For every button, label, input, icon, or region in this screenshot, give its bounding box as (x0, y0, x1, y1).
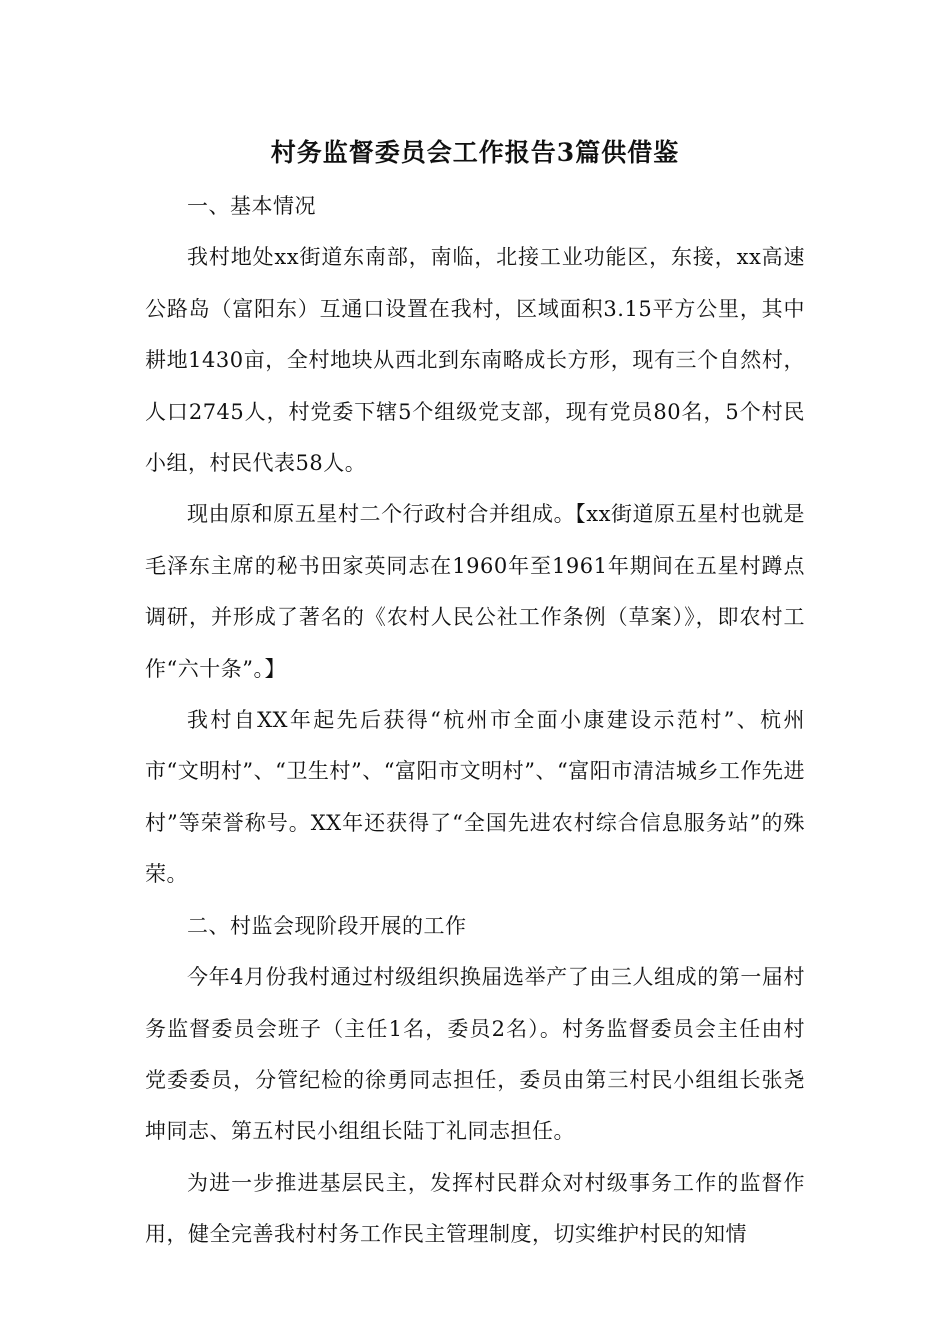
paragraph-democracy: 为进一步推进基层民主，发挥村民群众对村级事务工作的监督作用，健全完善我村村务工作民主管理制度，切实维护村民的知情 (145, 1170, 805, 1247)
paragraph-committee-election: 今年4月份我村通过村级组织换届选举产了由三人组成的第一届村务监督委员会班子（主任1名，委员2名）。村务监督委员会主任由村党委委员，分管纪检的徐勇同志担任，委员由第三村民小组组长张尧坤同志、第五村民小组组长陆丁礼同志担任。 (145, 965, 805, 1144)
section-heading-current-work: 二、村监会现阶段开展的工作 (187, 913, 467, 938)
document-body (145, 181, 805, 1261)
document-title: 村务监督委员会工作报告3篇供借鉴 (270, 138, 680, 167)
paragraph-location: 我村地处xx街道东南部，南临，北接工业功能区，东接，xx高速公路岛（富阳东）互通口设置在我村，区域面积3.15平方公里，其中耕地1430亩，全村地块从西北到东南略成长方形，现有三个自然村，人口2745人，村党委下辖5个组级党支部，现有党员80名，5个村民小组，村民代表58人。 (145, 245, 805, 476)
paragraph-history: 现由原和原五星村二个行政村合并组成。【xx街道原五星村也就是毛泽东主席的秘书田家英同志在1960年至1961年期间在五星村蹲点调研，并形成了著名的《农村人民公社工作条例（草案）》，即农村工作“六十条”。】 (145, 502, 805, 681)
paragraph-honors: 我村自XX年起先后获得“杭州市全面小康建设示范村”、杭州市“文明村”、“卫生村”、“富阳市文明村”、“富阳市清洁城乡工作先进村”等荣誉称号。XX年还获得了“全国先进农村综合信息服务站”的殊荣。 (145, 708, 805, 887)
section-heading-basic-situation: 一、基本情况 (187, 194, 316, 218)
